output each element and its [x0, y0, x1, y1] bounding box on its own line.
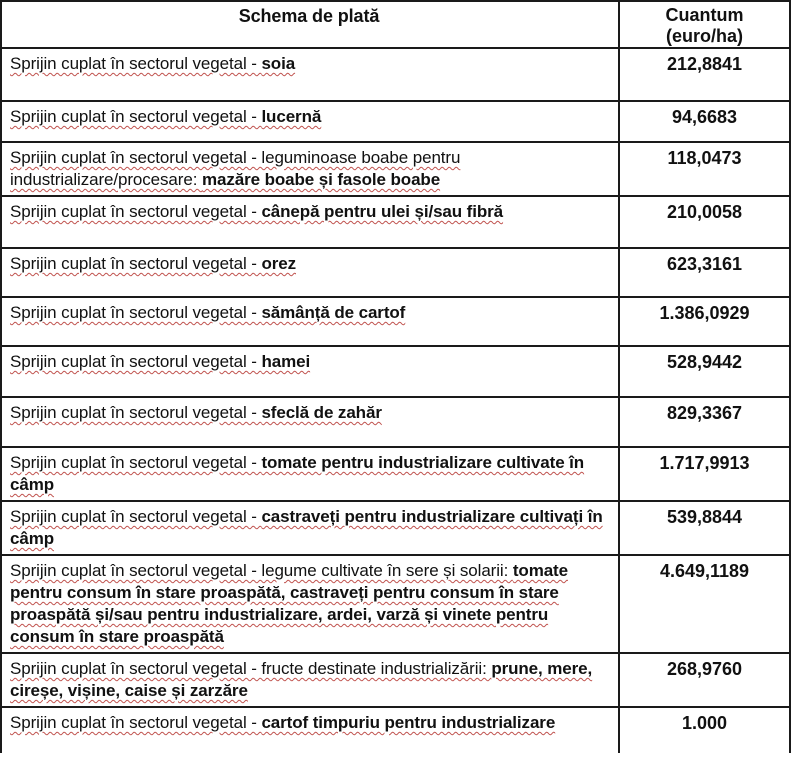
scheme-text-bold: tomate pentru industrializare cultivate în câmp — [10, 453, 585, 494]
amount-cell: 268,9760 — [666, 659, 743, 679]
table-row — [2, 654, 789, 708]
scheme-text-regular: Sprijin cuplat în sectorul vegetal - — [10, 303, 262, 322]
amount-cell: 1.000 — [681, 713, 728, 733]
scheme-cell — [2, 502, 620, 554]
table-row — [2, 502, 789, 556]
amount-cell: 1.386,0929 — [659, 303, 750, 323]
scheme-text-regular: Sprijin cuplat în sectorul vegetal - — [10, 713, 262, 732]
scheme-cell — [2, 556, 620, 652]
header-amount-line1: Cuantum — [665, 5, 744, 25]
table-row — [2, 143, 789, 197]
table-row — [2, 448, 789, 502]
scheme-text-regular: Sprijin cuplat în sectorul vegetal - — [10, 202, 262, 221]
amount-cell: 829,3367 — [666, 403, 743, 423]
amount-cell: 212,8841 — [666, 54, 743, 74]
amount-cell: 210,0058 — [666, 202, 743, 222]
table-row — [2, 398, 789, 448]
scheme-text-regular: Sprijin cuplat în sectorul vegetal - — [10, 403, 262, 422]
scheme-text-bold: mazăre boabe și fasole boabe — [201, 170, 441, 189]
scheme-cell — [2, 654, 620, 706]
scheme-cell — [2, 298, 620, 345]
scheme-text-bold: orez — [261, 254, 296, 273]
scheme-cell — [2, 708, 620, 753]
scheme-text-bold: tomate pentru consum în stare proaspătă, castraveți pentru consum în stare proaspătă și/sau pentru industrializare, ardei, varză și vinete pentru consum în stare proaspătă — [10, 561, 568, 646]
scheme-text-regular: Sprijin cuplat în sectorul vegetal - — [10, 507, 262, 526]
table-row — [2, 49, 789, 102]
scheme-text-regular: Sprijin cuplat în sectorul vegetal - — [10, 107, 262, 126]
table-row — [2, 249, 789, 298]
scheme-text-bold: cânepă pentru ulei și/sau fibră — [261, 202, 504, 221]
table-row — [2, 102, 789, 143]
scheme-cell — [2, 347, 620, 396]
amount-cell: 528,9442 — [666, 352, 743, 372]
table-row — [2, 298, 789, 347]
scheme-cell — [2, 448, 620, 500]
scheme-text-regular: Sprijin cuplat în sectorul vegetal - — [10, 352, 262, 371]
header-amount-line2: (euro/ha) — [665, 26, 743, 46]
amount-cell: 4.649,1189 — [659, 561, 750, 581]
table-row — [2, 347, 789, 398]
amount-cell: 539,8844 — [666, 507, 743, 527]
scheme-text-regular: Sprijin cuplat în sectorul vegetal - — [10, 54, 262, 73]
amount-cell: 1.717,9913 — [659, 453, 750, 473]
scheme-text-bold: hamei — [261, 352, 311, 371]
scheme-text-bold: lucernă — [261, 107, 322, 126]
scheme-text-regular: Sprijin cuplat în sectorul vegetal - leguminoase boabe pentru industrializare/procesare: — [10, 148, 461, 189]
header-scheme-column: Schema de plată — [2, 2, 620, 47]
scheme-cell — [2, 143, 620, 195]
amount-cell: 94,6683 — [671, 107, 738, 127]
scheme-cell — [2, 398, 620, 446]
header-amount-column — [620, 2, 789, 47]
scheme-text-bold: sfeclă de zahăr — [261, 403, 382, 422]
scheme-text-bold: castraveți pentru industrializare cultivați în câmp — [10, 507, 603, 548]
scheme-cell — [2, 197, 620, 247]
table-row — [2, 708, 789, 753]
amount-cell: 623,3161 — [666, 254, 743, 274]
scheme-text-regular: Sprijin cuplat în sectorul vegetal - legume cultivate în sere și solarii: — [10, 561, 513, 580]
scheme-cell — [2, 49, 620, 100]
scheme-text-bold: cartof timpuriu pentru industrializare — [261, 713, 556, 732]
scheme-text-bold: soia — [261, 54, 296, 73]
amount-cell: 118,0473 — [667, 148, 742, 168]
table-row — [2, 197, 789, 249]
scheme-text-regular: Sprijin cuplat în sectorul vegetal - fructe destinate industrializării: — [10, 659, 492, 678]
table-header-row — [2, 2, 789, 49]
scheme-text-regular: Sprijin cuplat în sectorul vegetal - — [10, 254, 262, 273]
scheme-cell — [2, 249, 620, 296]
table-row — [2, 556, 789, 654]
scheme-text-bold: sămânță de cartof — [261, 303, 406, 322]
scheme-cell — [2, 102, 620, 141]
scheme-text-regular: Sprijin cuplat în sectorul vegetal - — [10, 453, 262, 472]
scheme-text-bold: prune, mere, cireșe, vișine, caise și zarzăre — [10, 659, 593, 700]
